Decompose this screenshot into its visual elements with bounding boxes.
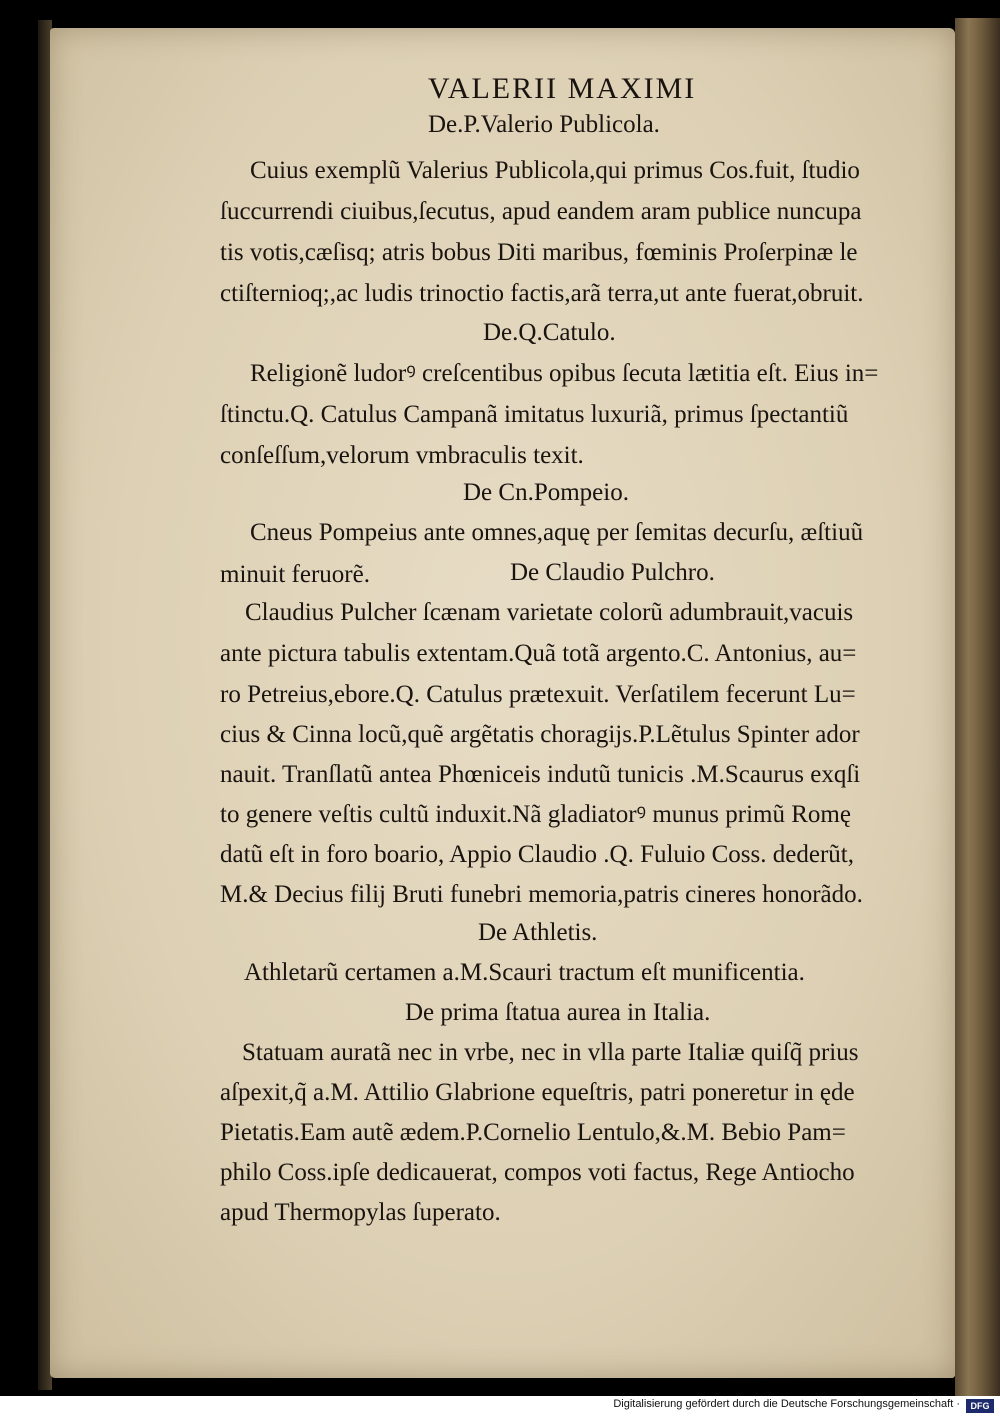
- text-line: M.& Decius filij Bruti funebri memoria,patris cineres honorãdo.: [220, 881, 863, 908]
- text-line: ſtinctu.Q. Catulus Campanã imitatus luxuriã, primus ſpectantiũ: [220, 401, 849, 428]
- text-line: to genere veſtis cultũ induxit.Nã gladiatorꝰ munus primũ Romę: [220, 801, 851, 828]
- text-line: minuit feruorẽ.: [220, 561, 370, 588]
- text-line: Cneus Pompeius ante omnes,aquę per ſemitas decurſu, æſtiuũ: [250, 519, 864, 546]
- digitization-footer: [0, 1396, 1000, 1417]
- text-line: tis votis,cæſisq; atris bobus Diti maribus, fœminis Proſerpinæ le: [220, 239, 858, 266]
- text-line: cius & Cinna locũ,quẽ argẽtatis choragijs.P.Lẽtulus Spinter ador: [220, 721, 860, 748]
- text-line: Religionẽ ludorꝰ creſcentibus opibus ſecuta lætitia eſt. Eius in=: [250, 360, 879, 387]
- book-edge: [955, 18, 1000, 1398]
- heading-claudio: De Claudio Pulchro.: [510, 559, 715, 586]
- funding-notice: Digitalisierung gefördert durch die Deutsche Forschungsgemeinschaft ·: [613, 1398, 960, 1410]
- text-line: datũ eſt in foro boario, Appio Claudio .Q. Fuluio Coss. dederũt,: [220, 841, 854, 868]
- text-line: Statuam auratã nec in vrbe, nec in vlla parte Italiæ quiſq̃ prius: [242, 1039, 859, 1066]
- running-head: VALERII MAXIMI: [428, 72, 697, 105]
- text-line: Pietatis.Eam autẽ ædem.P.Cornelio Lentulo,&.M. Bebio Pam=: [220, 1119, 846, 1146]
- text-line: ante pictura tabulis extentam.Quã totã argento.C. Antonius, au=: [220, 640, 857, 667]
- text-line: philo Coss.ipſe dedicauerat, compos voti factus, Rege Antiocho: [220, 1159, 855, 1186]
- text-line: ſuccurrendi ciuibus,ſecutus, apud eandem aram publice nuncupa: [220, 198, 862, 225]
- text-line: Cuius exemplũ Valerius Publicola,qui primus Cos.fuit, ſtudio: [250, 157, 860, 184]
- heading-athletis: De Athletis.: [478, 919, 598, 946]
- text-line: Claudius Pulcher ſcænam varietate colorũ adumbrauit,vacuis: [245, 599, 854, 626]
- text-line: ctiſternioq;,ac ludis trinoctio factis,arã terra,ut ante fuerat,obruit.: [220, 280, 864, 307]
- text-line: Athletarũ certamen a.M.Scauri tractum eſt munificentia.: [244, 959, 805, 986]
- text-line: aſpexit,q̃ a.M. Attilio Glabrione equeſtris, patri poneretur in ęde: [220, 1079, 855, 1106]
- heading-publicola: De.P.Valerio Publicola.: [428, 111, 660, 138]
- text-line: ro Petreius,ebore.Q. Catulus prætexuit. Verſatilem fecerunt Lu=: [220, 681, 856, 708]
- text-line: conſeſſum,velorum vmbraculis texit.: [220, 442, 584, 469]
- heading-pompeio: De Cn.Pompeio.: [463, 479, 629, 506]
- text-line: apud Thermopylas ſuperato.: [220, 1199, 501, 1226]
- text-line: nauit. Tranſlatũ antea Phœniceis indutũ tunicis .M.Scaurus exqſi: [220, 761, 861, 788]
- heading-catulo: De.Q.Catulo.: [483, 319, 616, 346]
- dfg-logo: DFG: [966, 1399, 994, 1413]
- heading-statua: De prima ſtatua aurea in Italia.: [405, 999, 711, 1026]
